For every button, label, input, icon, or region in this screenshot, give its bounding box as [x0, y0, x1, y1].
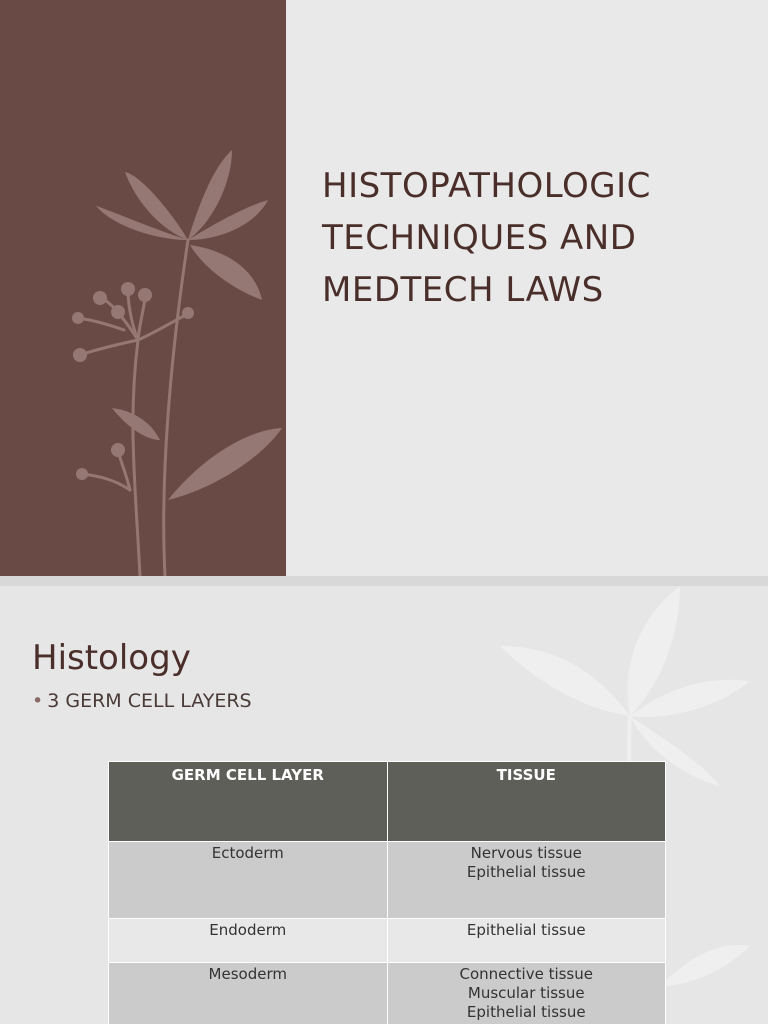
layer-cell: Ectoderm	[109, 842, 388, 919]
tissue-item: Epithelial tissue	[466, 921, 586, 939]
tissue-item: Epithelial tissue	[466, 1003, 586, 1021]
tissue-cell	[387, 963, 666, 1024]
floral-decoration-icon	[0, 0, 286, 576]
tissue-item: Epithelial tissue	[466, 863, 586, 881]
brown-side-panel	[0, 0, 286, 576]
title-line: HISTOPATHOLOGIC	[322, 166, 651, 206]
layer-cell: Mesoderm	[109, 963, 388, 1024]
column-header: TISSUE	[387, 762, 666, 842]
title-line: TECHNIQUES AND	[322, 218, 637, 258]
slide-heading: Histology	[32, 638, 191, 678]
bullet-text: 3 GERM CELL LAYERS	[47, 690, 252, 712]
table-row	[109, 963, 666, 1024]
tissue-item: Connective tissue	[459, 965, 593, 983]
column-header: GERM CELL LAYER	[109, 762, 388, 842]
tissue-item: Nervous tissue	[470, 844, 582, 862]
histology-slide	[0, 586, 768, 1024]
table-row	[109, 842, 666, 919]
presentation-title	[322, 160, 752, 316]
germ-layer-table	[108, 761, 666, 1024]
tissue-cell	[387, 919, 666, 963]
bullet-icon: •	[32, 690, 44, 712]
tissue-cell	[387, 842, 666, 919]
tissue-item: Muscular tissue	[467, 984, 585, 1002]
table-row	[109, 919, 666, 963]
bullet-item	[32, 690, 252, 712]
layer-cell: Endoderm	[109, 919, 388, 963]
title-line: MEDTECH LAWS	[322, 270, 604, 310]
table-header-row	[109, 762, 666, 842]
